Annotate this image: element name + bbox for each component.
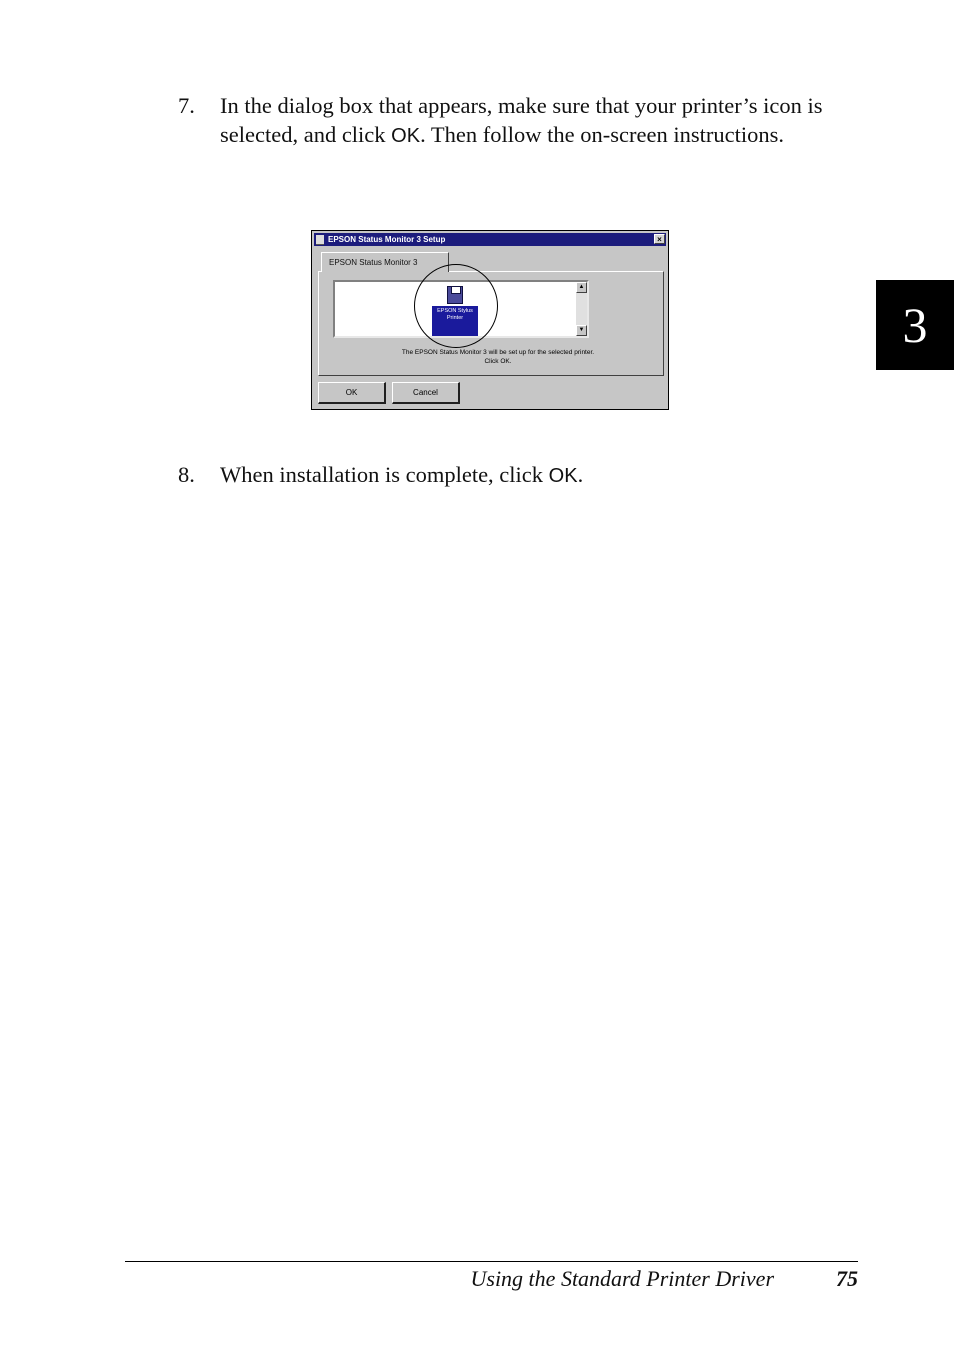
dialog-titlebar: [314, 233, 666, 246]
step-7-number: 7.: [178, 93, 195, 118]
step-7-text: [220, 92, 868, 150]
step-8-number: 8.: [178, 462, 195, 487]
app-icon: [316, 235, 324, 245]
setup-dialog-screenshot: [311, 230, 669, 410]
dialog-instruction: The EPSON Status Monitor 3 will be set up for the selected printer. Click OK.: [401, 349, 595, 365]
scroll-up-icon[interactable]: ▲: [576, 282, 587, 293]
step-8-text: [220, 461, 868, 491]
step-8-text-after: .: [577, 462, 584, 487]
close-icon[interactable]: ×: [654, 234, 665, 244]
step-8-text-before: When installation is complete, click: [220, 462, 549, 487]
printer-label: EPSON Stylus Printer: [432, 306, 478, 336]
footer-title: Using the Standard Printer Driver: [470, 1266, 774, 1291]
page-number: 75: [836, 1266, 858, 1291]
list-scrollbar[interactable]: [576, 282, 587, 336]
cancel-button[interactable]: Cancel: [392, 382, 460, 404]
step-7: [178, 92, 868, 150]
ok-button[interactable]: OK: [318, 382, 386, 404]
chapter-tab: 3: [876, 280, 954, 370]
highlight-circle: [414, 264, 498, 348]
tab-status-monitor[interactable]: EPSON Status Monitor 3: [321, 252, 449, 272]
footer-rule: [125, 1261, 858, 1262]
step-7-text-after: . Then follow the on-screen instructions.: [420, 121, 784, 147]
scroll-down-icon[interactable]: ▼: [576, 325, 587, 336]
dialog-title: EPSON Status Monitor 3 Setup: [328, 235, 446, 244]
step-8-ok-word: OK: [548, 465, 578, 487]
step-7-ok-word: OK: [391, 124, 421, 147]
step-7-text-before: In the dialog box that appears, make sure that your printer’s icon is selected, and click: [220, 93, 823, 147]
step-8: [178, 461, 868, 491]
